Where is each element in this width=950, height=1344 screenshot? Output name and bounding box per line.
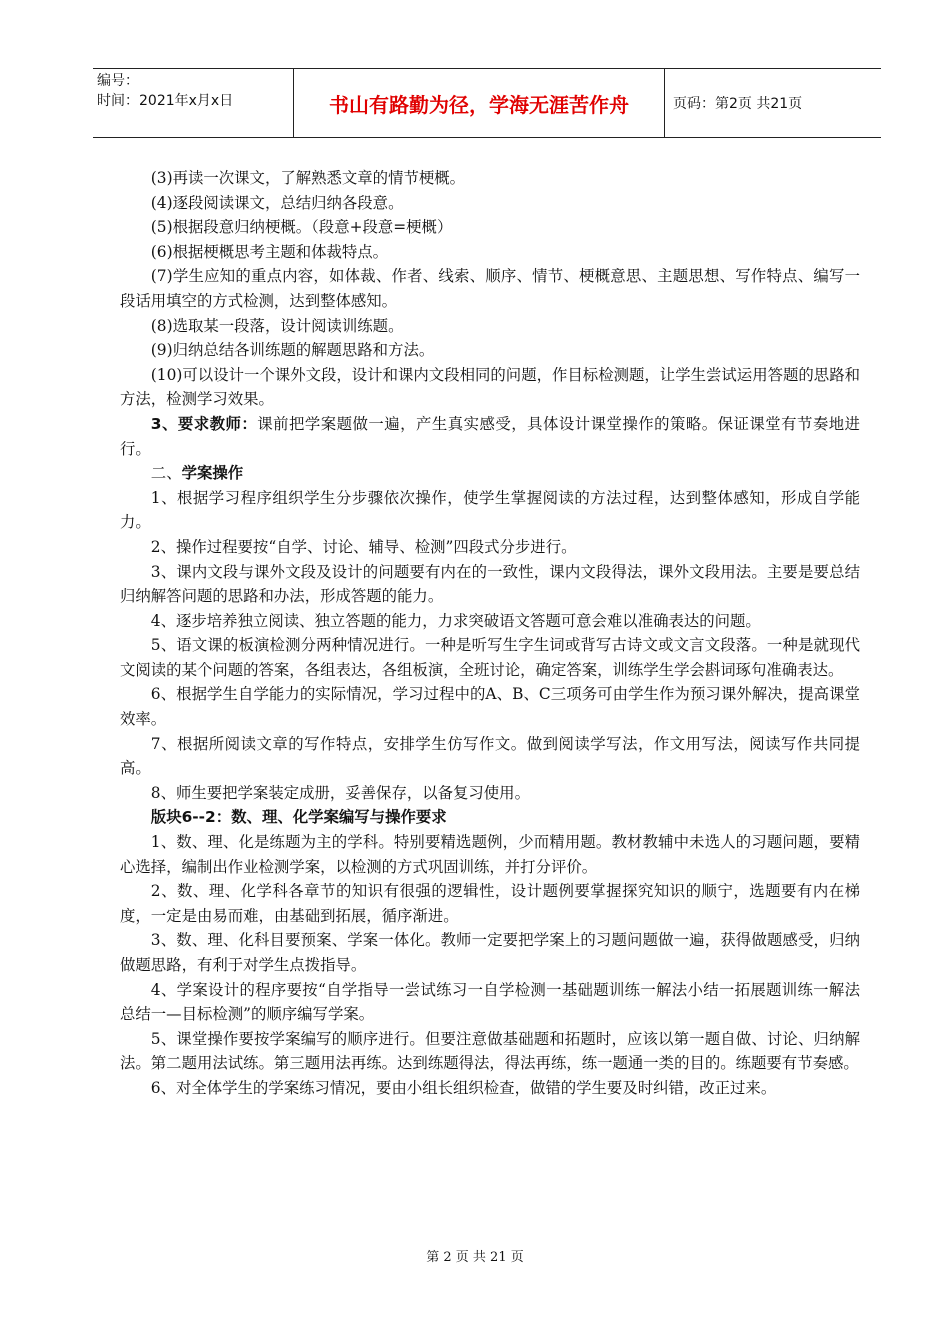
header-motto: 书山有路勤为径，学海无涯苦作舟 — [293, 69, 665, 137]
paragraph: 4、逐步培养独立阅读、独立答题的能力，力求突破语文答题可意会难以准确表达的问题。 — [150, 611, 761, 630]
paragraph: 3、课内文段与课外文段及设计的问题要有内在的一致性，课内文段得法，课外文段用法。主要是要总结归纳解答问题的思路和办法，形成答题的能力。 — [120, 562, 860, 606]
paragraph: (6)根据梗概思考主题和体裁特点。 — [150, 242, 389, 261]
paragraph: 5、语文课的板演检测分两种情况进行。一种是听写生字生词或背写古诗文或文言文段落。一种是就现代文阅读的某个问题的答案，各组表达，各组板演，全班讨论，确定答案，训练学生学会斟词琢句准确表达。 — [120, 636, 860, 679]
document-time-label: 时间：2021年x月x日 — [97, 93, 234, 109]
paragraph: 6、根据学生自学能力的实际情况，学习过程中的A、B、C三项务可由学生作为预习课外解决，提高课堂效率。 — [120, 685, 860, 729]
paragraph: 8、师生要把学案装定成册，妥善保存，以备复习使用。 — [150, 783, 530, 802]
paragraph: 2、数、理、化学科各章节的知识有很强的逻辑性，设计题例要掌握探究知识的顺宁，选题要有内在梯度，一定是由易而难，由基础到拓展，循序渐进。 — [120, 882, 860, 925]
paragraph: 1、数、理、化是练题为主的学科。特别要精选题例，少而精用题。教材教辅中未选人的习题问题，要精心选择，编制出作业检测学案，以检测的方式巩固训练，并打分评价。 — [120, 833, 860, 876]
document-number-label: 编号： — [97, 73, 139, 89]
bold-lead: 3、要求教师： — [150, 414, 258, 433]
paragraph: 7、根据所阅读文章的写作特点，安排学生仿写作文。做到阅读学写法，作文用写法，阅读写作共同提高。 — [120, 734, 860, 778]
paragraph: (10)可以设计一个课外文段，设计和课内文段相同的问题，作目标检测题，让学生尝试运用答题的思路和方法，检测学习效果。 — [120, 365, 860, 409]
document-body — [120, 166, 860, 1101]
paragraph: 5、课堂操作要按学案编写的顺序进行。但要注意做基础题和拓题时，应该以第一题自做、讨论、归纳解法。第二题用法试练。第三题用法再练。达到练题得法，得法再练，练一题通一类的目的。练题要有节奏感。 — [120, 1029, 860, 1073]
paragraph: 2、操作过程要按“自学、讨论、辅导、检测”四段式分步进行。 — [150, 537, 577, 556]
paragraph: (9)归纳总结各训练题的解题思路和方法。 — [150, 341, 435, 360]
paragraph: (5)根据段意归纳梗概。（段意+段意=梗概） — [150, 218, 453, 237]
paragraph: 1、根据学习程序组织学生分步骤依次操作，使学生掌握阅读的方法过程，达到整体感知，形成自学能力。 — [120, 488, 860, 532]
page-header — [93, 68, 881, 138]
paragraph: 3、数、理、化科目要预案、学案一体化。教师一定要把学案上的习题问题做一遍，获得做题感受，归纳做题思路，有利于对学生点拨指导。 — [120, 931, 860, 974]
paragraph: 4、学案设计的程序要按“自学指导一尝试练习一自学检测一基础题训练一解法小结一拓展题训练一解法总结一—目标检测”的顺序编写学案。 — [120, 980, 860, 1024]
paragraph: (8)选取某一段落，设计阅读训练题。 — [150, 316, 404, 335]
header-left-cell — [93, 69, 293, 137]
paragraph: (4)逐段阅读课文，总结归纳各段意。 — [150, 193, 404, 212]
header-page-info: 页码：第2页 共21页 — [673, 96, 803, 112]
paragraph: (3)再读一次课文，了解熟悉文章的情节梗概。 — [150, 169, 466, 187]
paragraph: (7)学生应知的重点内容，如体裁、作者、线索、顺序、情节、梗概意思、主题思想、写作特点、编写一段话用填空的方式检测，达到整体感知。 — [120, 267, 860, 310]
paragraph: 6、对全体学生的学案练习情况，要由小组长组织检查，做错的学生要及时纠错，改正过来。 — [150, 1078, 777, 1097]
section-heading-6-2: 版块6--2：数、理、化学案编写与操作要求 — [150, 808, 447, 827]
section-heading: 二、学案操作 — [150, 464, 244, 483]
paragraph-teacher-requirement: 3、要求教师：课前把学案题做一遍，产生真实感受，具体设计课堂操作的策略。保证课堂有节奏地进行。 — [120, 414, 860, 458]
page-footer: 第 2 页 共 21 页 — [426, 1250, 524, 1265]
